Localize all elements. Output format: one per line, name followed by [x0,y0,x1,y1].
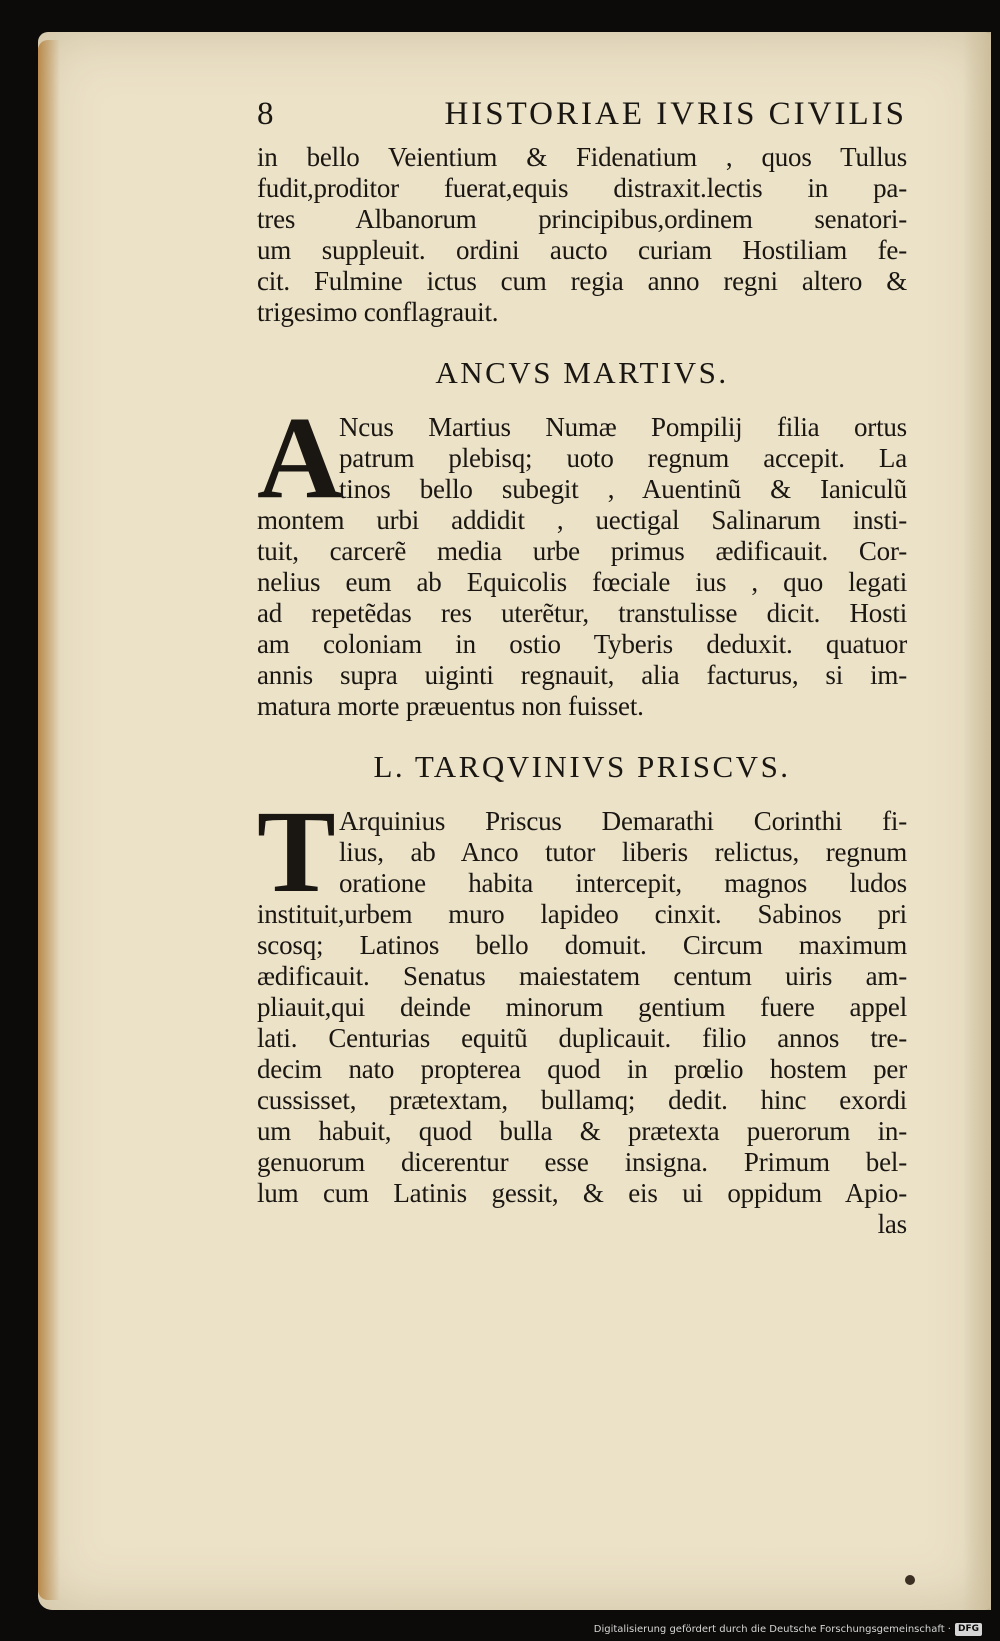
text-line: Arquinius Priscus Demarathi Corinthi fi- [339,806,907,836]
text-line: genuorum dicerentur esse insigna. Primum bel- [257,1147,907,1177]
drop-cap-initial: A [257,392,343,523]
text-line: ad repetẽdas res uterẽtur, transtulisse dicit. Hosti [257,598,907,628]
running-head [257,96,907,142]
page-edge-shadow-left [38,40,60,1600]
digitization-credit [593,1621,982,1637]
text-line: cussisset, prætextam, bullamq; dedit. hinc exordi [257,1085,907,1115]
drop-cap-initial: T [257,786,336,917]
text-line: fudit,proditor fuerat,equis distraxit.lectis in pa- [257,173,907,203]
text-line: instituit,urbem muro lapideo cinxit. Sabinos pri [257,899,907,929]
page-edge-shadow-right [963,32,991,1610]
text-line: patrum plebisq; uoto regnum accepit. La [339,443,907,473]
ink-stain [905,1575,915,1585]
text-line: trigesimo conflagrauit. [257,297,499,327]
paragraph-tarquinius-priscus [257,786,907,1240]
text-line: annis supra uiginti regnauit, alia facturus, si im- [257,660,907,690]
text-line: um suppleuit. ordini aucto curiam Hostiliam fe- [257,235,907,265]
text-line: ædificauit. Senatus maiestatem centum uiris am- [257,961,907,991]
page-number: 8 [257,96,277,132]
text-line: Ncus Martius Numæ Pompilij filia ortus [339,412,907,442]
text-line: matura morte præuentus non fuisset. [257,691,644,721]
catchword: las [877,1209,907,1239]
section-heading-tarquinius-priscus: L. TARQVINIVS PRISCVS. [373,749,791,784]
dfg-logo-icon: DFG [955,1623,982,1636]
text-line: montem urbi addidit , uectigal Salinarum insti- [257,505,907,535]
text-line: scosq; Latinos bello domuit. Circum maximum [257,930,907,960]
text-line: um habuit, quod bulla & prætexta puerorum in- [257,1116,907,1146]
page-text-block [257,96,907,1240]
text-line: in bello Veientium & Fidenatium , quos Tullus [257,142,907,172]
text-line: lati. Centurias equitũ duplicauit. filio annos tre- [257,1023,907,1053]
text-line: decim nato propterea quod in prœlio hostem per [257,1054,907,1084]
text-line: am coloniam in ostio Tyberis deduxit. quatuor [257,629,907,659]
text-line: nelius eum ab Equicolis fœciale ius , quo legati [257,567,907,597]
text-line: lius, ab Anco tutor liberis relictus, regnum [339,837,907,867]
text-line: tuit, carcerẽ media urbe primus ædificauit. Cor- [257,536,907,566]
credit-text: Digitalisierung gefördert durch die Deutsche Forschungsgemeinschaft · [593,1623,951,1635]
book-title: HISTORIAE IVRIS CIVILIS [444,96,907,132]
text-line: tinos bello subegit , Auentinũ & Ianiculũ [339,474,907,504]
text-line: cit. Fulmine ictus cum regia anno regni altero & [257,266,907,296]
opening-paragraph [257,142,907,328]
text-line: oratione habita intercepit, magnos ludos [339,868,907,898]
text-line: tres Albanorum principibus,ordinem senatori- [257,204,907,234]
text-line: lum cum Latinis gessit, & eis ui oppidum Apio- [257,1178,907,1208]
paragraph-ancus-martius [257,392,907,722]
text-line: pliauit,qui deinde minorum gentium fuere appel [257,992,907,1022]
section-heading-ancus-martius: ANCVS MARTIVS. [435,355,729,390]
